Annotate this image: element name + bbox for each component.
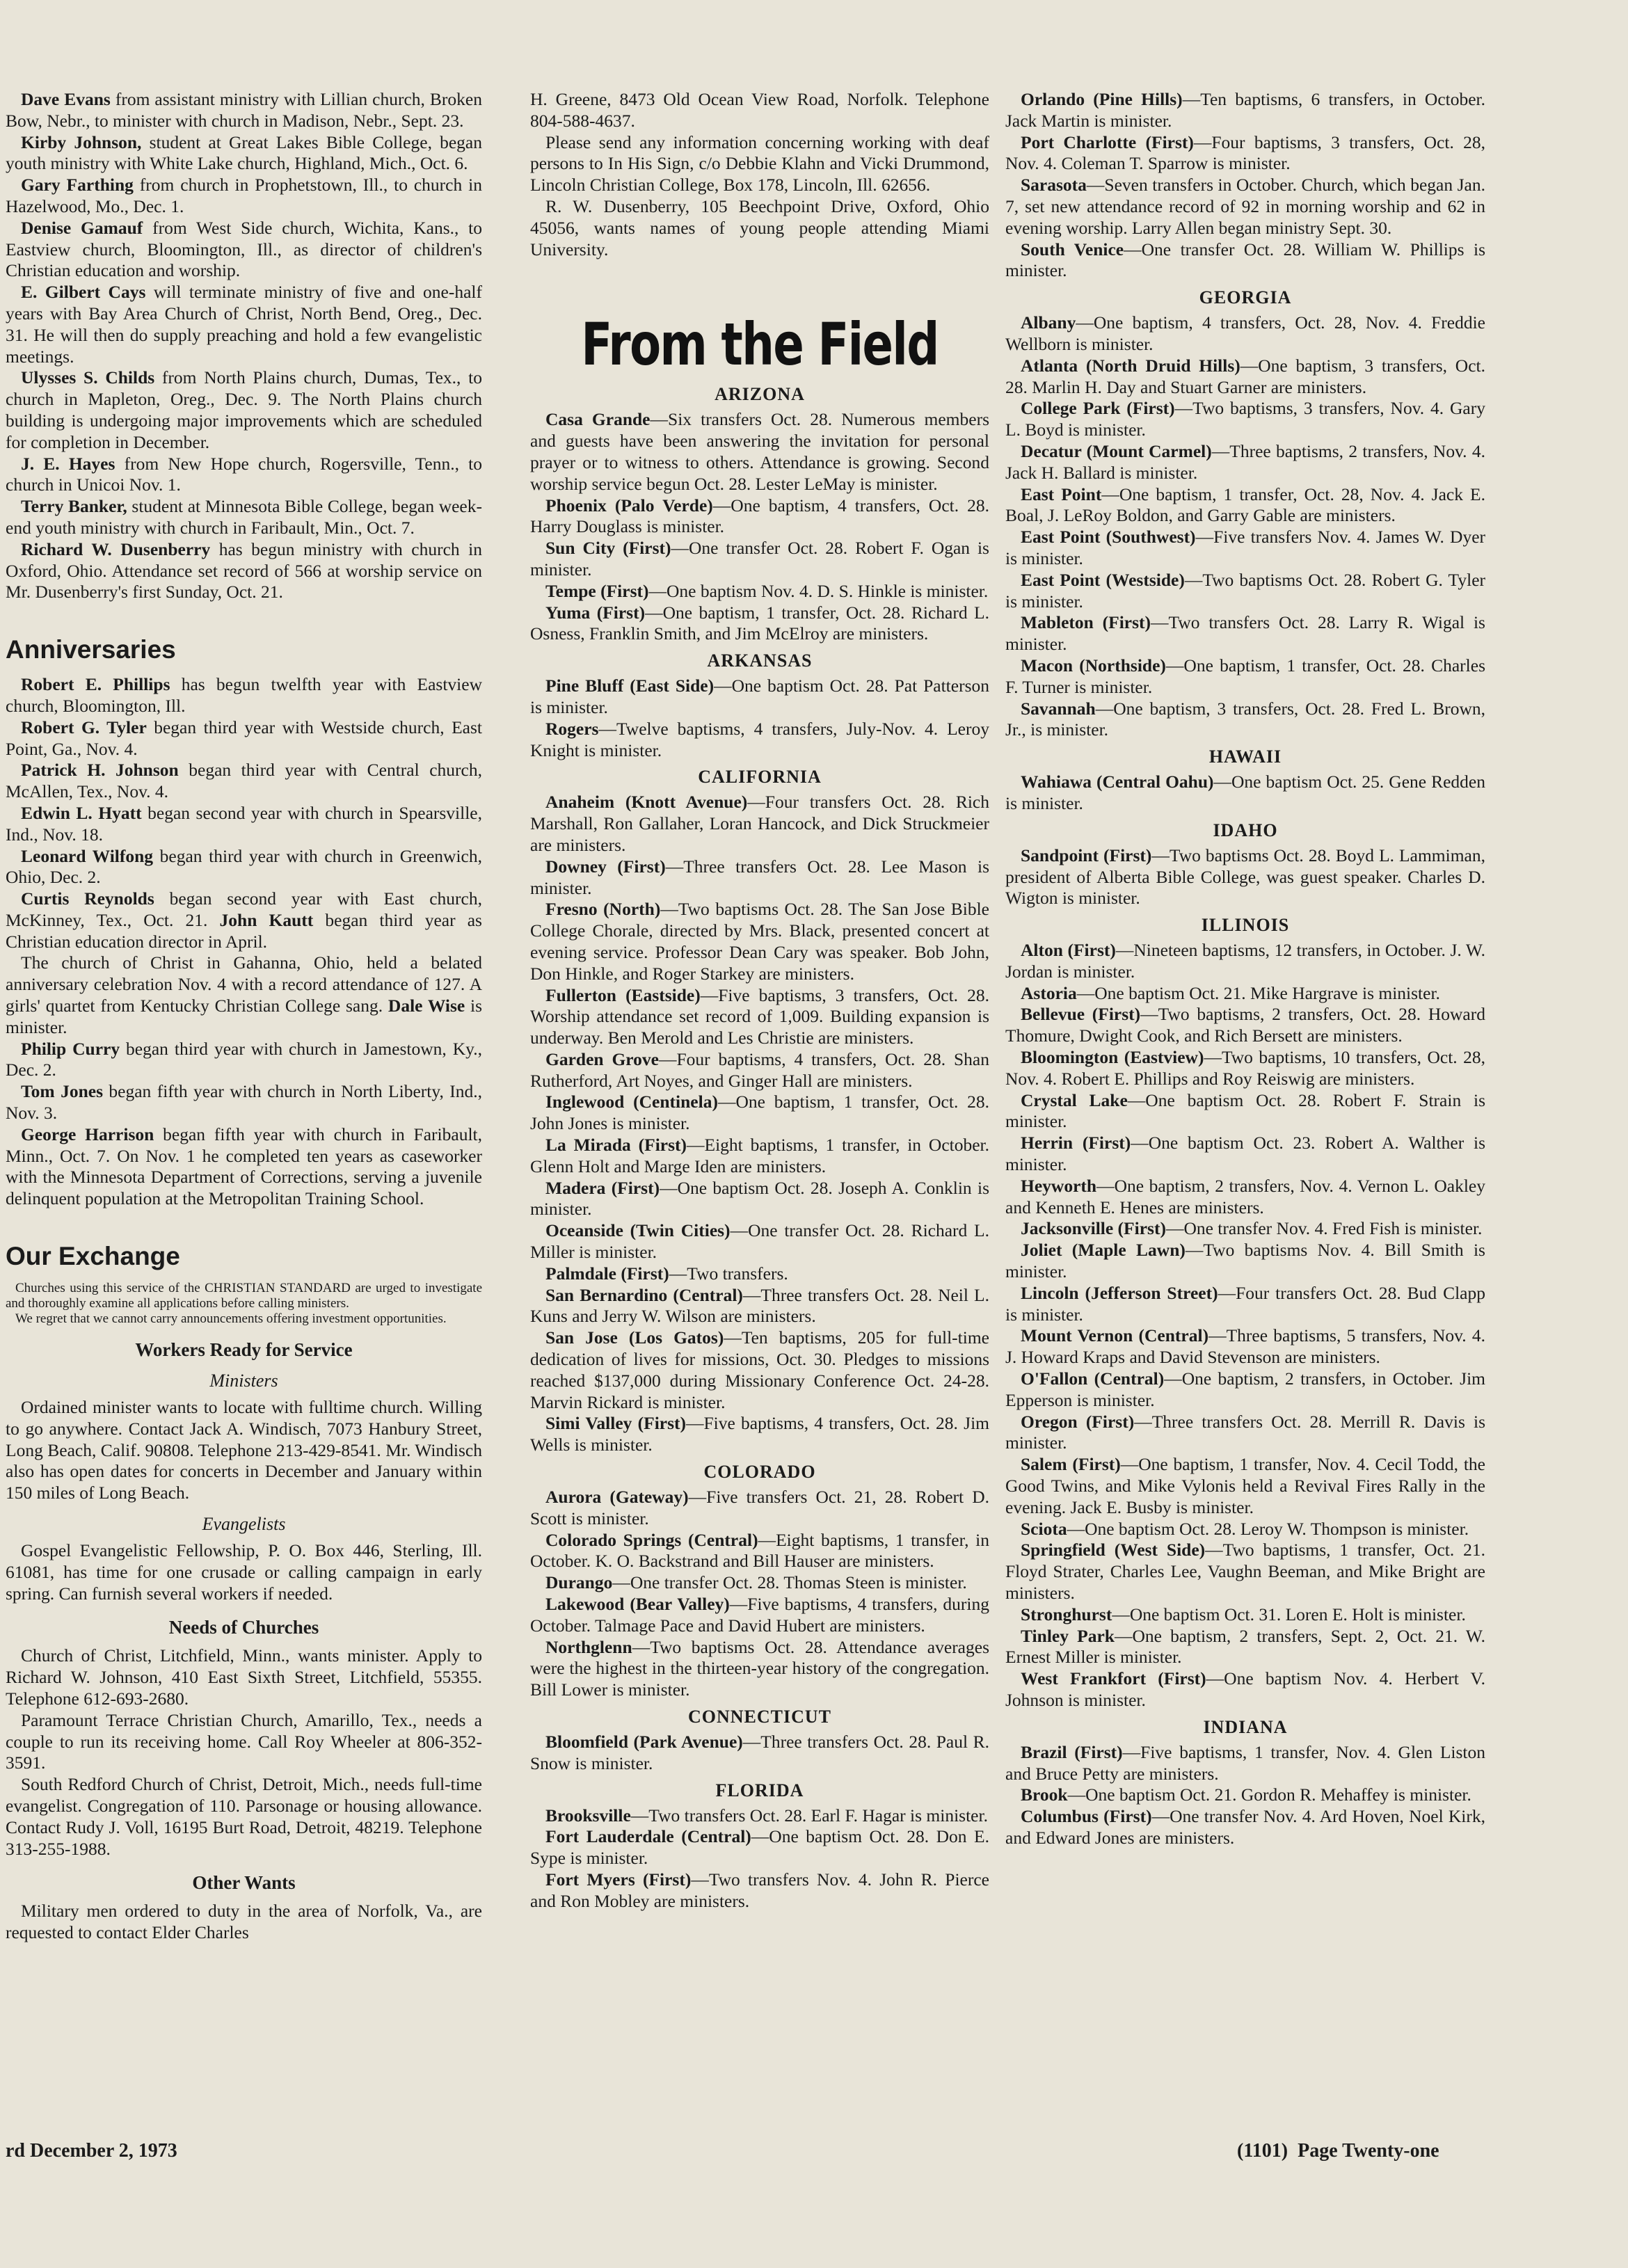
report-text: —Five baptisms, 4 transfers, during October. Talmage Pace and David Hubert are ministers. <box>530 1594 990 1636</box>
other-wants-heading: Other Wants <box>192 1872 296 1894</box>
report-text: —Two baptisms, 10 transfers, Oct. 28, Nov. 4. Robert E. Phillips and Roy Reiswig are ministers. <box>1005 1047 1486 1089</box>
report-text: —One baptism, 2 transfers, Sept. 2, Oct. 21. W. Ernest Miller is minister. <box>1005 1625 1485 1668</box>
church-name: Fort Myers (First) <box>545 1869 692 1890</box>
report-text: —One baptism, 2 transfers, in October. Jim Epperson is minister. <box>1005 1368 1486 1410</box>
report-text: —Four transfers Oct. 28. Rich Marshall, Ron Gallaher, Loran Hancock, and Dick Struckmeier are ministers. <box>530 792 989 855</box>
church-report <box>530 1637 989 1701</box>
anniversaries-heading: Anniversaries <box>6 635 176 664</box>
church-report <box>1005 845 1485 909</box>
church-name: Stronghurst <box>1021 1604 1112 1624</box>
church-report <box>530 602 989 646</box>
report-text: —One baptism Oct. 31. Loren E. Holt is minister. <box>1112 1604 1466 1624</box>
report-text: —One baptism Nov. 4. D. S. Hinkle is minister. <box>648 580 989 601</box>
church-name: Columbus (First) <box>1021 1806 1152 1827</box>
report-text: —One baptism Oct. 21. Mike Hargrave is minister. <box>1076 982 1440 1003</box>
report-text: —Two baptisms Nov. 4. Bill Smith is minister. <box>1005 1240 1485 1282</box>
report-text: —Four baptisms, 3 transfers, Oct. 28, Nov. 4. Coleman T. Sparrow is minister. <box>1005 131 1485 174</box>
report-text: —Five transfers Nov. 4. James W. Dyer is minister. <box>1005 527 1485 568</box>
church-name: San Jose (Los Gatos) <box>545 1327 724 1348</box>
report-text: —Five transfers Oct. 21, 28. Robert D. Scott is minister. <box>530 1487 989 1528</box>
church-report <box>530 792 989 856</box>
church-name: Sarasota <box>1021 175 1087 195</box>
church-report <box>1005 1133 1485 1176</box>
church-report <box>1005 1004 1485 1047</box>
ministers-text: Ordained minister wants to locate with fulltime church. Willing to go anywhere. Contact Jack A. Windisch, 7073 Hanbury Street, Long Beach, Calif. 90808. Telephone 213-429-8541. Mr. Windisch also has open dates for concerts in December and January within 150 miles of Long Beach. <box>6 1397 482 1503</box>
need-item: Paramount Terrace Christian Church, Amarillo, Tex., needs a couple to run its receiving home. Call Roy Wheeler at 806-352-3591. <box>6 1709 482 1773</box>
church-name: Pine Bluff (East Side) <box>545 676 715 696</box>
church-name: Tinley Park <box>1021 1625 1115 1646</box>
church-name: Brazil (First) <box>1021 1741 1123 1762</box>
report-text: —One baptism Oct. 28. Leroy W. Thompson is minister. <box>1067 1518 1469 1539</box>
church-report <box>1005 940 1485 983</box>
church-name: Macon (Northside) <box>1021 655 1166 676</box>
church-name: Casa Grande <box>545 409 651 430</box>
report-text: —Three transfers Oct. 28. Lee Mason is minister. <box>530 856 989 898</box>
ministry-item: Dave Evans from assistant ministry with Lillian church, Broken Bow, Nebr., to minister with church in Madison, Nebr., Sept. 23. <box>6 89 482 131</box>
exchange-continued: H. Greene, 8473 Old Ocean View Road, Norfolk. Telephone 804-588-4637. <box>530 89 989 131</box>
ministry-changes <box>6 89 482 603</box>
church-name: Heyworth <box>1021 1175 1097 1196</box>
workers-heading: Workers Ready for Service <box>135 1339 353 1361</box>
church-report <box>530 495 989 538</box>
state-heading: IDAHO <box>1213 820 1278 840</box>
church-name: Fullerton (Eastside) <box>545 984 701 1005</box>
report-text: —Ten baptisms, 205 for full-time dedication of lives for missions, Oct. 30. Pledges to missions reached $137,000 during Missionary Conference Oct. 24-28. Marvin Rickard is minister. <box>530 1327 989 1412</box>
report-text: —Five baptisms, 4 transfers, Oct. 28. Jim Wells is minister. <box>530 1413 989 1455</box>
report-text: —One baptism Oct. 28. Robert F. Strain is minister. <box>1005 1089 1485 1132</box>
church-report <box>530 1092 989 1135</box>
church-report <box>530 1530 989 1573</box>
church-report <box>1005 441 1485 484</box>
need-item: South Redford Church of Christ, Detroit, Mich., needs full-time evangelist. Congregation of 110. Parsonage or housing allowance. Contact Rudy J. Voll, 16195 Burt Road, Detroit, 48219. Telephone 313-255-1988. <box>6 1774 482 1859</box>
anniversary-item: Leonard Wilfong began third year with church in Greenwich, Ohio, Dec. 2. <box>6 845 482 888</box>
church-report <box>1005 655 1485 698</box>
church-name: Simi Valley (First) <box>545 1413 686 1434</box>
church-report <box>1005 772 1485 815</box>
church-report <box>530 1826 989 1869</box>
church-report <box>530 676 989 719</box>
church-name: Sandpoint (First) <box>1021 845 1152 865</box>
church-name: La Mirada (First) <box>545 1135 687 1156</box>
report-text: —Seven transfers in October. Church, which began Jan. 7, set new attendance record of 92 in morning worship and 62 in evening worship. Larry Allen began ministry Sept. 30. <box>1005 175 1485 238</box>
church-name: Brook <box>1021 1784 1068 1805</box>
church-name: Lakewood (Bear Valley) <box>545 1594 730 1615</box>
report-text: —Two transfers Nov. 4. John R. Pierce and Ron Mobley are ministers. <box>530 1869 989 1911</box>
church-report <box>1005 1176 1485 1219</box>
church-report <box>1005 175 1485 239</box>
church-report <box>530 409 989 495</box>
anniversary-item: Robert E. Phillips has begun twelfth year with Eastview church, Bloomington, Ill. <box>6 674 482 716</box>
church-report <box>1005 89 1485 132</box>
church-name: Fort Lauderdale (Central) <box>545 1826 751 1847</box>
ministry-item: J. E. Hayes from New Hope church, Rogersville, Tenn., to church in Unicoi Nov. 1. <box>6 453 482 495</box>
church-report <box>530 1135 989 1178</box>
church-report <box>1005 1240 1485 1283</box>
church-name: Yuma (First) <box>545 602 646 623</box>
church-report <box>530 1285 989 1328</box>
church-name: East Point (Southwest) <box>1021 527 1196 548</box>
report-text: —Three transfers Oct. 28. Neil L. Kuns and Jerry W. Wilson are ministers. <box>530 1284 990 1327</box>
church-report <box>530 1178 989 1221</box>
report-text: —Eight baptisms, 1 transfer, in October. K. O. Backstrand and Bill Hauser are ministers. <box>530 1529 989 1572</box>
report-text: —Two baptisms, 3 transfers, Nov. 4. Gary L. Boyd is minister. <box>1005 398 1485 440</box>
column-left <box>6 89 482 1944</box>
anniversaries-list <box>6 674 482 1210</box>
church-report <box>1005 1454 1485 1518</box>
church-report <box>1005 1806 1485 1849</box>
church-report <box>1005 1519 1485 1540</box>
report-text: —One baptism Oct. 25. Gene Redden is minister. <box>1005 772 1485 813</box>
church-name: Phoenix (Palo Verde) <box>545 495 713 516</box>
church-name: East Point (Westside) <box>1021 569 1185 590</box>
section-title: From the Field <box>581 310 939 379</box>
church-name: Port Charlotte (First) <box>1021 131 1194 152</box>
church-name: Jacksonville (First) <box>1021 1218 1166 1239</box>
church-report <box>1005 1412 1485 1455</box>
report-text: —One baptism, 1 transfer, Nov. 4. Cecil Todd, the Good Twins, and Mike Vylonis held a Revival Fires Rally in the evening. Jack E. Busby is minister. <box>1005 1454 1485 1517</box>
report-text: —One baptism, 1 transfer, Oct. 28. John Jones is minister. <box>530 1092 989 1134</box>
report-text: —Eight baptisms, 1 transfer, in October. Glenn Holt and Marge Iden are ministers. <box>530 1135 989 1176</box>
church-name: Decatur (Mount Carmel) <box>1021 440 1212 461</box>
church-name: Astoria <box>1021 982 1077 1003</box>
report-text: —Two baptisms, 1 transfer, Oct. 21. Floyd Strater, Charles Lee, Vaughn Beeman, and Mike Bright are ministers. <box>1005 1540 1485 1603</box>
report-text: —One baptism, 3 transfers, Oct. 28. Fred L. Brown, Jr., is minister. <box>1005 698 1485 740</box>
ministry-item: Ulysses S. Childs from North Plains church, Dumas, Tex., to church in Mapleton, Oreg., Dec. 9. The North Plains church building is undergoing major improvements which are scheduled for completion in December. <box>6 367 482 452</box>
field-reports <box>530 384 989 1912</box>
church-report <box>1005 527 1485 570</box>
church-name: Oceanside (Twin Cities) <box>545 1220 731 1241</box>
church-name: Oregon (First) <box>1021 1411 1135 1432</box>
church-report <box>530 581 989 602</box>
report-text: —One baptism Oct. 23. Robert A. Walther is minister. <box>1005 1133 1485 1175</box>
church-name: Madera (First) <box>545 1177 660 1198</box>
church-report <box>530 899 989 984</box>
report-text: —Nineteen baptisms, 12 transfers, in October. J. W. Jordan is minister. <box>1005 940 1485 982</box>
ministry-item: E. Gilbert Cays will terminate ministry of five and one-half years with Bay Area Church of Christ, North Bend, Oreg., Dec. 31. He will then do supply preaching and hold a few evangelistic meetings. <box>6 282 482 367</box>
church-report <box>530 1805 989 1827</box>
church-name: Aurora (Gateway) <box>545 1487 689 1508</box>
church-name: Alton (First) <box>1021 940 1116 961</box>
church-name: Orlando (Pine Hills) <box>1021 89 1183 109</box>
church-report <box>530 1869 989 1912</box>
church-report <box>1005 1218 1485 1240</box>
church-report <box>1005 1668 1485 1711</box>
report-text: —Two baptisms Oct. 28. Robert G. Tyler is minister. <box>1005 569 1486 612</box>
ministry-item: Kirby Johnson, student at Great Lakes Bible College, began youth ministry with White Lake church, Highland, Mich., Oct. 6. <box>6 131 482 174</box>
church-report <box>1005 698 1485 742</box>
field-reports-continued <box>1005 89 1485 1849</box>
report-text: —Two transfers Oct. 28. Earl F. Hagar is minister. <box>630 1805 988 1826</box>
church-name: O'Fallon (Central) <box>1021 1368 1165 1389</box>
church-name: Bloomington (Eastview) <box>1021 1047 1204 1068</box>
church-report <box>530 538 989 581</box>
report-text: —One baptism, 4 transfers, Oct. 28. Harry Douglass is minister. <box>530 495 989 537</box>
church-name: Savannah <box>1021 698 1096 719</box>
church-name: Mount Vernon (Central) <box>1021 1325 1209 1346</box>
report-text: —One baptism, 1 transfer, Oct. 28. Richard L. Osness, Franklin Smith, and Jim McElroy are ministers. <box>530 602 989 644</box>
church-report <box>1005 1540 1485 1604</box>
church-report <box>1005 132 1485 175</box>
church-report <box>530 1327 989 1413</box>
church-name: Sciota <box>1021 1518 1067 1539</box>
church-report <box>1005 1090 1485 1133</box>
report-text: —One baptism Oct. 28. Don E. Sype is minister. <box>530 1826 989 1869</box>
needs-heading: Needs of Churches <box>168 1617 319 1638</box>
church-report <box>1005 239 1485 282</box>
ministry-item: Gary Farthing from church in Prophetstown, Ill., to church in Hazelwood, Mo., Dec. 1. <box>6 175 482 216</box>
church-name: Atlanta (North Druid Hills) <box>1021 355 1240 376</box>
church-name: Colorado Springs (Central) <box>545 1529 758 1550</box>
church-name: Durango <box>545 1572 613 1593</box>
church-name: Joliet (Maple Lawn) <box>1021 1240 1186 1261</box>
church-report <box>530 1572 989 1594</box>
state-heading: ARIZONA <box>715 384 805 405</box>
report-text: —One transfer Oct. 28. Richard L. Miller is minister. <box>530 1220 990 1263</box>
church-report <box>530 1732 989 1775</box>
church-report <box>1005 1283 1485 1326</box>
church-report <box>1005 1742 1485 1785</box>
church-report <box>530 1487 989 1530</box>
church-name: Wahiawa (Central Oahu) <box>1021 772 1214 792</box>
ministers-heading: Ministers <box>209 1371 278 1391</box>
church-name: Mableton (First) <box>1021 612 1151 633</box>
ministry-item: Richard W. Dusenberry has begun ministry with church in Oxford, Ohio. Attendance set record of 566 at worship service on Mr. Dusenberry's first Sunday, Oct. 21. <box>6 538 482 602</box>
church-report <box>1005 612 1485 655</box>
exchange-continued: R. W. Dusenberry, 105 Beechpoint Drive, Oxford, Ohio 45056, wants names of young people attending Miami University. <box>530 195 989 259</box>
report-text: —Three baptisms, 2 transfers, Nov. 4. Jack H. Ballard is minister. <box>1005 440 1485 483</box>
church-report <box>1005 484 1485 527</box>
report-text: —One transfer Nov. 4. Fred Fish is minister. <box>1165 1218 1483 1239</box>
church-name: Anaheim (Knott Avenue) <box>545 792 748 813</box>
state-heading: FLORIDA <box>715 1780 804 1800</box>
church-report <box>1005 312 1485 356</box>
anniversary-item: Curtis Reynolds began second year with East church, McKinney, Tex., Oct. 21. John Kautt began third year as Christian education director in April. <box>6 888 482 952</box>
report-text: —One baptism, 2 transfers, Nov. 4. Vernon L. Oakley and Kenneth E. Henes are ministers. <box>1005 1175 1485 1217</box>
church-report <box>530 1049 989 1092</box>
church-report <box>1005 1368 1485 1412</box>
report-text: —Four transfers Oct. 28. Bud Clapp is minister. <box>1005 1282 1485 1325</box>
page-number: (1101) Page Twenty-one <box>1237 2140 1439 2162</box>
report-text: —Five baptisms, 1 transfer, Nov. 4. Glen Liston and Bruce Petty are ministers. <box>1005 1741 1485 1784</box>
church-report <box>1005 1626 1485 1669</box>
report-text: —Four baptisms, 4 transfers, Oct. 28. Shan Rutherford, Art Noyes, and Ginger Hall are ministers. <box>530 1048 989 1091</box>
state-heading: CALIFORNIA <box>698 767 822 788</box>
evangelists-heading: Evangelists <box>202 1514 286 1535</box>
anniversary-item: Patrick H. Johnson began third year with Central church, McAllen, Tex., Nov. 4. <box>6 760 482 802</box>
church-report <box>530 856 989 900</box>
church-name: College Park (First) <box>1021 398 1175 419</box>
anniversary-item: Tom Jones began fifth year with church in North Liberty, Ind., Nov. 3. <box>6 1081 482 1124</box>
church-report <box>1005 983 1485 1005</box>
report-text: —One baptism, 4 transfers, Oct. 28, Nov. 4. Freddie Wellborn is minister. <box>1005 312 1485 354</box>
report-text: —Ten baptisms, 6 transfers, in October. Jack Martin is minister. <box>1005 89 1485 131</box>
column-right <box>1005 89 1485 1849</box>
state-heading: GEORGIA <box>1199 287 1292 308</box>
church-report <box>1005 1604 1485 1626</box>
report-text: —Twelve baptisms, 4 transfers, July-Nov. 4. Leroy Knight is minister. <box>530 718 989 760</box>
church-report <box>530 985 989 1049</box>
church-name: East Point <box>1021 484 1102 504</box>
report-text: —One baptism Oct. 21. Gordon R. Mehaffey is minister. <box>1067 1784 1471 1805</box>
church-name: Lincoln (Jefferson Street) <box>1021 1282 1218 1303</box>
church-name: Albany <box>1021 312 1076 333</box>
church-name: Herrin (First) <box>1021 1133 1131 1153</box>
other-wants-text: Military men ordered to duty in the area of Norfolk, Va., are requested to contact Elder Charles <box>6 1901 482 1943</box>
church-name: South Venice <box>1021 239 1124 259</box>
church-report <box>530 719 989 762</box>
report-text: —One transfer Oct. 28. Thomas Steen is minister. <box>612 1572 967 1593</box>
church-name: Springfield (West Side) <box>1021 1540 1206 1560</box>
church-report <box>530 1220 989 1263</box>
report-text: —Two transfers Oct. 28. Larry R. Wigal is minister. <box>1005 612 1485 655</box>
report-text: —Six transfers Oct. 28. Numerous members and guests have been answering the invitation for personal prayer or to witness to others. Attendance is growing. Second worship service begun Oct. 28. Lester LeMay is minister. <box>530 409 989 494</box>
anniversary-item: George Harrison began fifth year with church in Faribault, Minn., Oct. 7. On Nov. 1 he completed ten years as caseworker with the Minnesota Department of Corrections, serving a juvenile delinquent population at the Metropolitan Training School. <box>6 1124 482 1209</box>
report-text: —Two baptisms Oct. 28. Boyd L. Lammiman, president of Alberta Bible College, was guest speaker. Charles D. Wigton is minister. <box>1005 845 1485 909</box>
church-name: Northglenn <box>545 1636 632 1657</box>
report-text: —One baptism, 1 transfer, Oct. 28, Nov. 4. Jack E. Boal, J. LeRoy Boldon, and Garry Gable are ministers. <box>1005 484 1486 526</box>
church-name: Inglewood (Centinela) <box>545 1092 718 1112</box>
report-text: —One baptism Oct. 28. Joseph A. Conklin is minister. <box>530 1177 989 1220</box>
exchange-note: We regret that we cannot carry announcements offering investment opportunities. <box>15 1311 447 1327</box>
church-name: Rogers <box>545 718 599 739</box>
issue-date: rd December 2, 1973 <box>6 2140 177 2162</box>
state-heading: ARKANSAS <box>707 650 813 671</box>
church-name: Brooksville <box>545 1805 631 1826</box>
report-text: —Two transfers. <box>669 1263 788 1284</box>
church-name: Sun City (First) <box>545 538 671 559</box>
church-report <box>1005 398 1485 441</box>
church-report <box>1005 1325 1485 1368</box>
ministry-item: Denise Gamauf from West Side church, Wichita, Kans., to Eastview church, Bloomington, Ill., as director of children's Christian education and worship. <box>6 217 482 281</box>
evangelists-text: Gospel Evangelistic Fellowship, P. O. Box 446, Sterling, Ill. 61081, has time for one crusade or calling campaign in early spring. Can furnish several workers if needed. <box>6 1540 482 1604</box>
church-name: San Bernardino (Central) <box>545 1284 743 1305</box>
report-text: —Three baptisms, 5 transfers, Nov. 4. J. Howard Kraps and David Stevenson are ministers. <box>1005 1325 1485 1368</box>
church-name: Palmdale (First) <box>545 1263 669 1284</box>
church-name: Crystal Lake <box>1021 1089 1128 1110</box>
need-item: Church of Christ, Litchfield, Minn., wants minister. Apply to Richard W. Johnson, 410 East Sixth Street, Litchfield, 55355. Telephone 612-693-2680. <box>6 1645 482 1709</box>
church-name: Bellevue (First) <box>1021 1004 1141 1025</box>
church-name: Fresno (North) <box>545 899 661 920</box>
church-report <box>530 1263 989 1285</box>
church-report <box>1005 570 1485 613</box>
state-heading: COLORADO <box>703 1462 816 1483</box>
church-name: West Frankfort (First) <box>1021 1668 1206 1689</box>
report-text: —One baptism, 3 transfers, Oct. 28. Marlin H. Day and Stuart Garner are ministers. <box>1005 355 1485 397</box>
exchange-continued: Please send any information concerning working with deaf persons to In His Sign, c/o Debbie Klahn and Vicki Drummond, Lincoln Christian College, Box 178, Lincoln, Ill. 62656. <box>530 131 989 195</box>
state-heading: INDIANA <box>1203 1716 1288 1737</box>
state-heading: ILLINOIS <box>1201 915 1290 936</box>
anniversary-item: Philip Curry began third year with church in Jamestown, Ky., Dec. 2. <box>6 1038 482 1080</box>
report-text: —Two baptisms Oct. 28. The San Jose Bible College Chorale, directed by Mrs. Black, presented concert at evening service. Professor Dean Cary was speaker. Bob John, Don Hinkle, and Roger Starkey are ministers. <box>530 899 990 984</box>
church-name: Downey (First) <box>545 856 666 877</box>
report-text: —Five baptisms, 3 transfers, Oct. 28. Worship attendance set record of 1,009. Building expansion is underway. Ben Merold and Les Christie are ministers. <box>530 984 989 1048</box>
exchange-note: Churches using this service of the CHRISTIAN STANDARD are urged to investigate and thoroughly examine all applications before calling ministers. <box>6 1281 482 1311</box>
report-text: —One baptism Oct. 28. Pat Patterson is minister. <box>530 676 989 717</box>
church-report <box>530 1413 989 1456</box>
report-text: —One transfer Oct. 28. William W. Phillips is minister. <box>1005 239 1486 281</box>
report-text: —Three transfers Oct. 28. Merrill R. Davis is minister. <box>1005 1411 1485 1453</box>
state-heading: HAWAII <box>1208 746 1282 767</box>
report-text: —Two baptisms, 2 transfers, Oct. 28. Howard Thomure, Dwight Cook, and Rich Bersett are ministers. <box>1005 1004 1485 1046</box>
church-report <box>530 1594 989 1637</box>
church-report <box>1005 1784 1485 1806</box>
report-text: —Two baptisms Oct. 28. Attendance averages were the highest in the thirteen-year history of the congregation. Bill Lower is minister. <box>530 1636 989 1700</box>
anniversary-item: Edwin L. Hyatt began second year with church in Spearsville, Ind., Nov. 18. <box>6 802 482 845</box>
church-name: Salem (First) <box>1021 1454 1121 1475</box>
church-name: Bloomfield (Park Avenue) <box>545 1732 743 1752</box>
report-text: —One baptism Nov. 4. Herbert V. Johnson is minister. <box>1005 1668 1486 1710</box>
exchange-heading: Our Exchange <box>6 1242 180 1271</box>
anniversary-item: The church of Christ in Gahanna, Ohio, held a belated anniversary celebration Nov. 4 with a record attendance of 127. A girls' quartet from Kentucky Christian College sang. Dale Wise is minister. <box>6 952 483 1037</box>
column-middle <box>530 89 989 1912</box>
church-name: Garden Grove <box>545 1048 659 1069</box>
report-text: —One transfer Oct. 28. Robert F. Ogan is minister. <box>530 538 989 580</box>
church-report <box>1005 1047 1485 1090</box>
church-name: Tempe (First) <box>545 580 649 601</box>
ministry-item: Terry Banker, student at Minnesota Bible College, began week-end youth ministry with church in Faribault, Min., Oct. 7. <box>6 496 482 538</box>
report-text: —One baptism, 1 transfer, Oct. 28. Charles F. Turner is minister. <box>1005 655 1486 697</box>
report-text: —One transfer Nov. 4. Ard Hoven, Noel Kirk, and Edward Jones are ministers. <box>1005 1806 1485 1848</box>
anniversary-item: Robert G. Tyler began third year with Westside church, East Point, Ga., Nov. 4. <box>6 717 482 759</box>
report-text: —Three transfers Oct. 28. Paul R. Snow is minister. <box>530 1732 990 1773</box>
state-heading: CONNECTICUT <box>687 1707 832 1727</box>
church-report <box>1005 356 1485 399</box>
